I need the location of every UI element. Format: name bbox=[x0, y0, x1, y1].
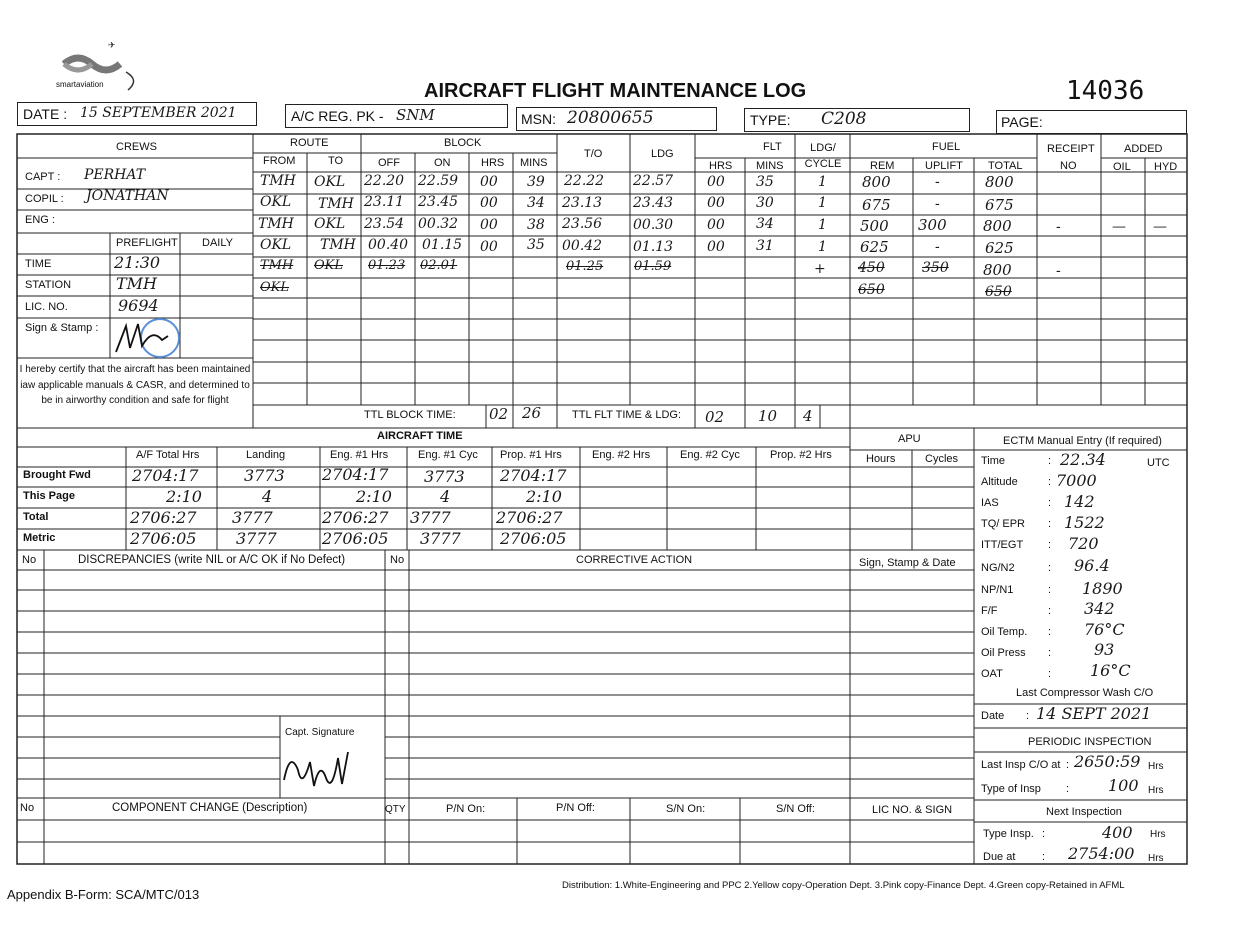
next-type-hrs: Hrs bbox=[1150, 829, 1166, 840]
compressor-date-value[interactable]: 14 SEPT 2021 bbox=[1036, 704, 1152, 723]
row3-rem[interactable]: 500 bbox=[860, 217, 889, 235]
met-prop1-hrs[interactable]: 2706:05 bbox=[500, 529, 567, 548]
svg-text:✈: ✈ bbox=[108, 42, 116, 50]
daily-label: DAILY bbox=[202, 237, 233, 249]
at-col-landing: Landing bbox=[246, 449, 286, 461]
ectm-colon-3: : bbox=[1048, 497, 1052, 509]
row1-mins[interactable]: 39 bbox=[527, 174, 545, 190]
ttl-flt-label: TTL FLT TIME & LDG: bbox=[572, 409, 682, 421]
tp-eng1-cyc[interactable]: 4 bbox=[440, 487, 451, 506]
row1-to[interactable]: OKL bbox=[314, 174, 346, 190]
ectm-tq-label: TQ/ EPR bbox=[981, 518, 1026, 530]
date-label: DATE : bbox=[23, 106, 68, 122]
certification-text: I hereby certify that the aircraft has been maintained iaw applicable manuals & CASR, and determined to be in airworthy condition and safe for flight bbox=[19, 364, 251, 406]
row4-rem[interactable]: 625 bbox=[860, 238, 889, 256]
comp-sn-off-header: S/N Off: bbox=[776, 803, 815, 815]
ectm-title: ECTM Manual Entry (If required) bbox=[1003, 435, 1162, 447]
row4-ldg[interactable]: 01.13 bbox=[633, 239, 674, 255]
row3-ldg[interactable]: 00.30 bbox=[633, 217, 674, 233]
struck1-to-time[interactable]: 01.25 bbox=[566, 259, 604, 274]
row3-oil[interactable]: — bbox=[1112, 219, 1126, 235]
at-col-eng2-cyc: Eng. #2 Cyc bbox=[680, 449, 740, 461]
row4-flt-mins[interactable]: 31 bbox=[756, 238, 774, 254]
date-value[interactable]: 15 SEPTEMBER 2021 bbox=[80, 105, 237, 121]
struck1-total[interactable]: 800 bbox=[983, 261, 1012, 279]
struck1-from[interactable]: TMH bbox=[260, 258, 294, 273]
total-header: TOTAL bbox=[988, 160, 1023, 172]
row2-off[interactable]: 23.11 bbox=[364, 194, 405, 210]
disc-no-header: No bbox=[22, 554, 37, 566]
ectm-ng-value[interactable]: 96.4 bbox=[1074, 556, 1110, 575]
row2-hrs[interactable]: 00 bbox=[480, 195, 498, 211]
off-header: OFF bbox=[378, 157, 400, 169]
ectm-colon-5: : bbox=[1048, 539, 1052, 551]
row4-to[interactable]: TMH bbox=[320, 237, 356, 253]
on-header: ON bbox=[434, 157, 451, 169]
bf-eng1-hrs[interactable]: 2704:17 bbox=[322, 465, 389, 484]
metric-label: Metric bbox=[23, 532, 56, 544]
tp-af-total[interactable]: 2:10 bbox=[166, 487, 202, 506]
ectm-colon-7: : bbox=[1048, 584, 1052, 596]
eng-label: ENG : bbox=[25, 214, 55, 226]
row3-receipt[interactable]: - bbox=[1056, 219, 1061, 235]
ectm-colon-6: : bbox=[1048, 562, 1052, 574]
msn-value[interactable]: 20800655 bbox=[567, 108, 654, 128]
row4-flt-hrs[interactable]: 00 bbox=[707, 239, 725, 255]
struck1-rem[interactable]: 450 bbox=[858, 260, 885, 276]
next-type-label: Type Insp. bbox=[983, 828, 1034, 840]
row3-from[interactable]: TMH bbox=[258, 216, 294, 232]
ldg-header: LDG bbox=[651, 148, 674, 160]
comp-no-header: No bbox=[20, 802, 35, 814]
row2-flt-mins[interactable]: 30 bbox=[756, 195, 774, 211]
capt-signature-label: Capt. Signature bbox=[285, 727, 355, 738]
ectm-colon-1: : bbox=[1048, 455, 1052, 467]
row2-to-time[interactable]: 23.13 bbox=[562, 195, 603, 211]
ectm-tq-value[interactable]: 1522 bbox=[1064, 513, 1105, 532]
corrective-header: CORRECTIVE ACTION bbox=[576, 554, 693, 566]
row3-uplift[interactable]: 300 bbox=[918, 216, 947, 234]
type-label: TYPE: bbox=[750, 112, 791, 128]
ttl-ldg[interactable]: 4 bbox=[803, 407, 813, 425]
ttl-block-mins[interactable]: 26 bbox=[522, 404, 542, 422]
apu-cycles: Cycles bbox=[925, 453, 959, 465]
row1-flt-mins[interactable]: 35 bbox=[756, 174, 774, 190]
struck1-receipt[interactable]: - bbox=[1056, 263, 1061, 279]
struck1-ldg[interactable]: 01.59 bbox=[634, 259, 672, 274]
compressor-wash-title: Last Compressor Wash C/O bbox=[1016, 687, 1154, 699]
next-insp-title: Next Inspection bbox=[1046, 806, 1122, 818]
at-col-eng1-cyc: Eng. #1 Cyc bbox=[418, 449, 478, 461]
row1-from[interactable]: TMH bbox=[260, 173, 296, 189]
row4-uplift[interactable]: - bbox=[935, 239, 940, 255]
comp-title: COMPONENT CHANGE (Description) bbox=[112, 802, 308, 814]
ectm-ng-label: NG/N2 bbox=[981, 562, 1015, 574]
row2-on[interactable]: 23.45 bbox=[418, 194, 459, 210]
footer-form-id: Appendix B-Form: SCA/MTC/013 bbox=[7, 887, 200, 902]
row1-total[interactable]: 800 bbox=[985, 173, 1014, 191]
capt-value[interactable]: PERHAT bbox=[84, 167, 146, 183]
type-insp-hrs: Hrs bbox=[1148, 785, 1164, 796]
periodic-title: PERIODIC INSPECTION bbox=[1028, 736, 1152, 748]
struck1-on[interactable]: 02.01 bbox=[420, 258, 458, 273]
row4-from[interactable]: OKL bbox=[260, 237, 292, 253]
row1-flt-hrs[interactable]: 00 bbox=[707, 174, 725, 190]
ectm-oil-temp-value[interactable]: 76°C bbox=[1084, 620, 1125, 639]
copil-value[interactable]: JONATHAN bbox=[86, 188, 169, 204]
next-type-value[interactable]: 400 bbox=[1102, 823, 1133, 842]
time-label: TIME bbox=[25, 258, 52, 270]
row3-total[interactable]: 800 bbox=[983, 217, 1012, 235]
struck2-rem[interactable]: 650 bbox=[858, 282, 885, 298]
ttl-flt-hrs[interactable]: 02 bbox=[705, 408, 725, 426]
ectm-colon-8: : bbox=[1048, 605, 1052, 617]
serial-number: 14036 bbox=[1066, 76, 1145, 106]
tp-prop1-hrs[interactable]: 2:10 bbox=[526, 487, 562, 506]
ectm-itt-value[interactable]: 720 bbox=[1068, 534, 1099, 553]
ttl-block-hrs[interactable]: 02 bbox=[489, 405, 509, 423]
disc-title: DISCREPANCIES (write NIL or A/C OK if No Defect) bbox=[78, 554, 346, 566]
row4-to-time[interactable]: 00.42 bbox=[562, 238, 603, 254]
row3-to-time[interactable]: 23.56 bbox=[562, 216, 603, 232]
at-col-prop1-hrs: Prop. #1 Hrs bbox=[500, 449, 562, 461]
mins-header: MINS bbox=[520, 157, 548, 169]
tot-af-total[interactable]: 2706:27 bbox=[130, 508, 197, 527]
brought-fwd-label: Brought Fwd bbox=[23, 469, 91, 481]
receipt-no-header: NO bbox=[1060, 160, 1077, 172]
ectm-oil-press-value[interactable]: 93 bbox=[1094, 640, 1115, 659]
station-label: STATION bbox=[25, 279, 72, 291]
struck1-off[interactable]: 01.23 bbox=[368, 258, 406, 273]
row2-cycle[interactable]: 1 bbox=[818, 195, 827, 211]
met-eng1-hrs[interactable]: 2706:05 bbox=[322, 529, 389, 548]
aircraft-time-title: AIRCRAFT TIME bbox=[377, 430, 463, 442]
due-at-colon: : bbox=[1042, 851, 1046, 863]
block-header: BLOCK bbox=[444, 137, 482, 149]
ectm-colon-2: : bbox=[1048, 476, 1052, 488]
flt-header: FLT bbox=[763, 141, 782, 153]
preflight-label: PREFLIGHT bbox=[116, 237, 178, 249]
total-label: Total bbox=[23, 511, 49, 523]
crews-title: CREWS bbox=[116, 141, 157, 153]
due-at-value[interactable]: 2754:00 bbox=[1068, 844, 1135, 863]
time-value[interactable]: 21:30 bbox=[114, 253, 161, 272]
last-insp-value[interactable]: 2650:59 bbox=[1074, 752, 1141, 771]
row3-to[interactable]: OKL bbox=[314, 216, 346, 232]
ectm-np-value[interactable]: 1890 bbox=[1082, 579, 1123, 598]
row3-hyd[interactable]: — bbox=[1153, 219, 1167, 235]
ectm-altitude-value[interactable]: 7000 bbox=[1056, 471, 1097, 490]
rem-header: REM bbox=[870, 160, 895, 172]
tot-eng1-cyc[interactable]: 3777 bbox=[410, 508, 451, 527]
ttl-flt-mins[interactable]: 10 bbox=[758, 407, 778, 425]
tot-landing[interactable]: 3777 bbox=[232, 508, 273, 527]
row2-total[interactable]: 675 bbox=[985, 196, 1014, 214]
ectm-colon-9: : bbox=[1048, 626, 1052, 638]
form-title: AIRCRAFT FLIGHT MAINTENANCE LOG bbox=[424, 80, 807, 102]
tp-eng1-hrs[interactable]: 2:10 bbox=[356, 487, 392, 506]
row4-total[interactable]: 625 bbox=[985, 239, 1014, 257]
uplift-header: UPLIFT bbox=[925, 160, 963, 172]
bf-landing[interactable]: 3773 bbox=[244, 466, 285, 485]
row1-on[interactable]: 22.59 bbox=[418, 173, 459, 189]
bf-af-total[interactable]: 2704:17 bbox=[132, 466, 199, 485]
row4-off[interactable]: 00.40 bbox=[368, 237, 409, 253]
due-at-hrs: Hrs bbox=[1148, 853, 1164, 864]
comp-pn-on-header: P/N On: bbox=[446, 803, 486, 815]
reg-label: A/C REG. PK - bbox=[291, 108, 384, 124]
comp-sn-on-header: S/N On: bbox=[666, 803, 706, 815]
row4-hrs[interactable]: 00 bbox=[480, 239, 498, 255]
hyd-header: HYD bbox=[1154, 161, 1178, 173]
next-type-colon: : bbox=[1042, 828, 1046, 840]
from-header: FROM bbox=[263, 155, 296, 167]
compressor-date-colon: : bbox=[1026, 710, 1030, 722]
row3-hrs[interactable]: 00 bbox=[480, 217, 498, 233]
ectm-colon-11: : bbox=[1048, 668, 1052, 680]
ectm-oil-temp-label: Oil Temp. bbox=[981, 626, 1028, 638]
tp-landing[interactable]: 4 bbox=[262, 487, 273, 506]
sign-stamp-label: Sign & Stamp : bbox=[25, 322, 99, 334]
due-at-label: Due at bbox=[983, 851, 1016, 863]
copil-label: COPIL : bbox=[25, 193, 64, 205]
row1-to-time[interactable]: 22.22 bbox=[564, 173, 605, 189]
row1-rem[interactable]: 800 bbox=[862, 173, 891, 191]
row2-uplift[interactable]: - bbox=[935, 196, 940, 212]
ectm-time-value[interactable]: 22.34 bbox=[1060, 450, 1106, 469]
flt-hrs-header: HRS bbox=[709, 160, 733, 172]
ectm-ff-label: F/F bbox=[981, 605, 998, 617]
row1-cycle[interactable]: 1 bbox=[818, 174, 827, 190]
type-insp-value[interactable]: 100 bbox=[1108, 776, 1139, 795]
tot-eng1-hrs[interactable]: 2706:27 bbox=[322, 508, 389, 527]
oil-header: OIL bbox=[1113, 161, 1131, 173]
row2-rem[interactable]: 675 bbox=[862, 196, 891, 214]
row3-flt-mins[interactable]: 34 bbox=[756, 216, 774, 232]
comp-lic-header: LIC NO. & SIGN bbox=[872, 804, 953, 816]
last-insp-label: Last Insp C/O at bbox=[981, 759, 1061, 771]
struck1-cycle[interactable]: + bbox=[814, 261, 826, 277]
ectm-oat-value[interactable]: 16°C bbox=[1090, 661, 1131, 680]
bf-eng1-cyc[interactable]: 3773 bbox=[424, 467, 465, 486]
met-landing[interactable]: 3777 bbox=[236, 529, 277, 548]
receipt-header: RECEIPT bbox=[1047, 143, 1095, 155]
last-insp-hrs: Hrs bbox=[1148, 761, 1164, 772]
row3-cycle[interactable]: 1 bbox=[818, 217, 827, 233]
type-insp-label: Type of Insp bbox=[981, 783, 1041, 795]
ectm-itt-label: ITT/EGT bbox=[981, 539, 1024, 551]
row3-mins[interactable]: 38 bbox=[527, 217, 545, 233]
bf-prop1-hrs[interactable]: 2704:17 bbox=[500, 466, 567, 485]
sign-stamp-date-header: Sign, Stamp & Date bbox=[859, 557, 956, 569]
row1-uplift[interactable]: - bbox=[935, 174, 940, 190]
reg-value[interactable]: SNM bbox=[396, 106, 435, 124]
at-col-prop2-hrs: Prop. #2 Hrs bbox=[770, 449, 832, 461]
page-label: PAGE: bbox=[1001, 114, 1043, 130]
ectm-ias-value[interactable]: 142 bbox=[1064, 492, 1095, 511]
row1-off[interactable]: 22.20 bbox=[364, 173, 405, 189]
at-col-af-total: A/F Total Hrs bbox=[136, 449, 200, 461]
ectm-oat-label: OAT bbox=[981, 668, 1003, 680]
msn-label: MSN: bbox=[521, 111, 556, 127]
added-header: ADDED bbox=[1124, 143, 1163, 155]
row3-off[interactable]: 23.54 bbox=[364, 216, 405, 232]
tot-prop1-hrs[interactable]: 2706:27 bbox=[496, 508, 563, 527]
struck1-uplift[interactable]: 350 bbox=[922, 260, 949, 276]
comp-qty-header: QTY bbox=[385, 804, 406, 815]
ectm-ias-label: IAS bbox=[981, 497, 999, 509]
struck1-to[interactable]: OKL bbox=[314, 258, 344, 273]
struck2-total[interactable]: 650 bbox=[985, 284, 1012, 300]
met-eng1-cyc[interactable]: 3777 bbox=[420, 529, 461, 548]
type-value[interactable]: C208 bbox=[821, 109, 867, 129]
row2-mins[interactable]: 34 bbox=[527, 195, 545, 211]
hrs-header: HRS bbox=[481, 157, 505, 169]
comp-pn-off-header: P/N Off: bbox=[556, 802, 595, 814]
ectm-time-label: Time bbox=[981, 455, 1006, 467]
at-col-eng1-hrs: Eng. #1 Hrs bbox=[330, 449, 389, 461]
logo-text: smartaviation bbox=[56, 80, 104, 89]
ectm-np-label: NP/N1 bbox=[981, 584, 1014, 596]
row2-ldg[interactable]: 23.43 bbox=[633, 195, 674, 211]
ectm-colon-4: : bbox=[1048, 518, 1052, 530]
station-value[interactable]: TMH bbox=[116, 274, 158, 293]
type-insp-colon: : bbox=[1066, 783, 1070, 795]
lic-value[interactable]: 9694 bbox=[118, 296, 159, 315]
flt-mins-header: MINS bbox=[756, 160, 784, 172]
ldg-cycle-header: LDG/ CYCLE bbox=[804, 142, 842, 170]
compressor-date-label: Date bbox=[981, 710, 1005, 722]
route-header: ROUTE bbox=[290, 137, 329, 149]
ectm-utc: UTC bbox=[1147, 457, 1170, 469]
row4-on[interactable]: 01.15 bbox=[422, 237, 463, 253]
ectm-altitude-label: Altitude bbox=[981, 476, 1018, 488]
apu-hours: Hours bbox=[866, 453, 896, 465]
row3-on[interactable]: 00.32 bbox=[418, 216, 459, 232]
footer-distribution: Distribution: 1.White-Engineering and PPC 2.Yellow copy-Operation Dept. 3.Pink copy-Finance Dept. 4.Green copy-Retained in AFML bbox=[562, 880, 1125, 891]
capt-label: CAPT : bbox=[25, 171, 61, 183]
row3-flt-hrs[interactable]: 00 bbox=[707, 217, 725, 233]
to-header: TO bbox=[328, 155, 344, 167]
fuel-header: FUEL bbox=[932, 141, 961, 153]
disc-no2-header: No bbox=[390, 554, 405, 566]
row1-hrs[interactable]: 00 bbox=[480, 174, 498, 190]
at-col-eng2-hrs: Eng. #2 Hrs bbox=[592, 449, 651, 461]
captain-signature bbox=[276, 740, 356, 802]
met-af-total[interactable]: 2706:05 bbox=[130, 529, 197, 548]
apu-title: APU bbox=[898, 433, 921, 445]
to-time-header: T/O bbox=[584, 148, 603, 160]
lic-label: LIC. NO. bbox=[25, 301, 68, 313]
engineer-signature bbox=[112, 318, 172, 358]
ectm-colon-10: : bbox=[1048, 647, 1052, 659]
ttl-block-label: TTL BLOCK TIME: bbox=[364, 409, 456, 421]
ectm-ff-value[interactable]: 342 bbox=[1084, 599, 1115, 618]
struck2-from[interactable]: OKL bbox=[260, 280, 290, 295]
row4-mins[interactable]: 35 bbox=[527, 237, 545, 253]
row4-cycle[interactable]: 1 bbox=[818, 239, 827, 255]
row2-to[interactable]: TMH bbox=[318, 196, 354, 212]
last-insp-colon: : bbox=[1066, 759, 1070, 771]
ectm-oil-press-label: Oil Press bbox=[981, 647, 1026, 659]
row1-ldg[interactable]: 22.57 bbox=[633, 173, 674, 189]
row2-flt-hrs[interactable]: 00 bbox=[707, 195, 725, 211]
this-page-label: This Page bbox=[23, 490, 75, 502]
row2-from[interactable]: OKL bbox=[260, 194, 292, 210]
